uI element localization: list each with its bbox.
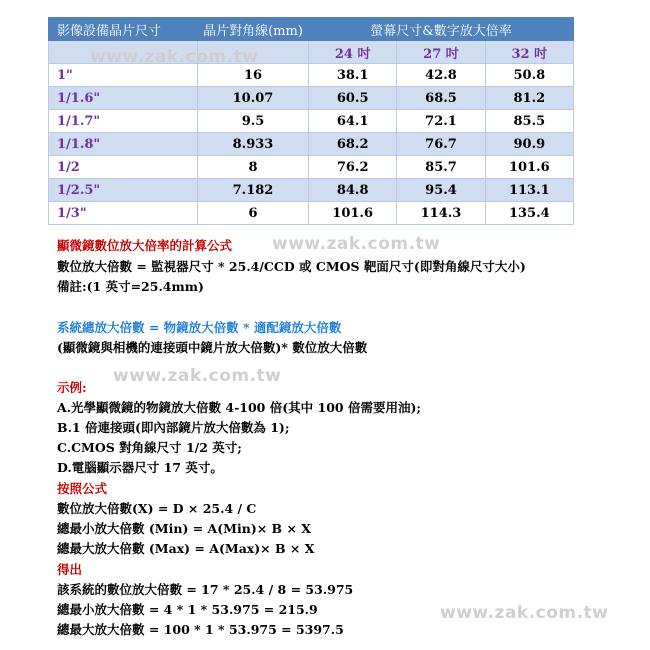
header-chip-diagonal: 晶片對角線(mm) bbox=[198, 18, 309, 41]
row-diagonal: 9.5 bbox=[198, 110, 309, 133]
row-chip-size: 1/2.5" bbox=[49, 179, 198, 202]
table-row bbox=[49, 179, 574, 202]
row-diagonal: 6 bbox=[198, 202, 309, 225]
row-32: 101.6 bbox=[485, 156, 573, 179]
row-32: 113.1 bbox=[485, 179, 573, 202]
row-27: 68.5 bbox=[397, 87, 485, 110]
system-line: (顯微鏡與相機的連接頭中鏡片放大倍數)* 數位放大倍數 bbox=[57, 340, 368, 355]
result-title: 得出 bbox=[57, 562, 83, 577]
row-27: 114.3 bbox=[397, 202, 485, 225]
row-diagonal: 8.933 bbox=[198, 133, 309, 156]
row-chip-size: 1/1.6" bbox=[49, 87, 198, 110]
table-row bbox=[49, 133, 574, 156]
watermark: www.zak.com.tw bbox=[113, 366, 282, 386]
header-screen-magnification: 螢幕尺寸&數字放大倍率 bbox=[309, 18, 574, 41]
example-item: C.CMOS 對角線尺寸 1/2 英寸; bbox=[57, 440, 242, 455]
table-header-row bbox=[49, 18, 574, 41]
apply-line: 總最大放大倍數 (Max) = A(Max)× B × X bbox=[57, 541, 315, 556]
table-row bbox=[49, 110, 574, 133]
row-24: 76.2 bbox=[309, 156, 397, 179]
watermark: www.zak.com.tw bbox=[272, 234, 441, 254]
row-chip-size: 1/1.8" bbox=[49, 133, 198, 156]
watermark: www.zak.com.tw bbox=[90, 47, 259, 67]
note-line: 備註:(1 英寸=25.4mm) bbox=[57, 279, 204, 294]
row-24: 84.8 bbox=[309, 179, 397, 202]
row-chip-size: 1" bbox=[49, 64, 198, 87]
result-line: 總最小放大倍數 = 4 * 1 * 53.975 = 215.9 bbox=[57, 602, 318, 617]
row-32: 50.8 bbox=[485, 64, 573, 87]
row-24: 101.6 bbox=[309, 202, 397, 225]
row-diagonal: 16 bbox=[198, 64, 309, 87]
row-diagonal: 10.07 bbox=[198, 87, 309, 110]
row-32: 81.2 bbox=[485, 87, 573, 110]
row-27: 42.8 bbox=[397, 64, 485, 87]
apply-title: 按照公式 bbox=[57, 481, 108, 496]
formula-title: 顯微鏡數位放大倍率的計算公式 bbox=[57, 238, 233, 253]
row-chip-size: 1/1.7" bbox=[49, 110, 198, 133]
subheader-27-inch: 27 吋 bbox=[397, 41, 485, 64]
example-item: B.1 倍連接頭(即內部鏡片放大倍數為 1); bbox=[57, 420, 290, 435]
subheader-24-inch: 24 吋 bbox=[309, 41, 397, 64]
row-diagonal: 7.182 bbox=[198, 179, 309, 202]
apply-line: 總最小放大倍數 (Min) = A(Min)× B × X bbox=[57, 521, 311, 536]
table-row bbox=[49, 202, 574, 225]
row-chip-size: 1/2 bbox=[49, 156, 198, 179]
row-32: 90.9 bbox=[485, 133, 573, 156]
formula-line: 數位放大倍數 = 監視器尺寸 * 25.4/CCD 或 CMOS 靶面尺寸(即對角線尺寸大小) bbox=[57, 259, 526, 274]
row-27: 95.4 bbox=[397, 179, 485, 202]
apply-line: 數位放大倍數(X) = D × 25.4 / C bbox=[57, 501, 257, 516]
example-item: D.電腦顯示器尺寸 17 英寸。 bbox=[57, 460, 223, 475]
table-row bbox=[49, 156, 574, 179]
row-27: 85.7 bbox=[397, 156, 485, 179]
result-line: 總最大放大倍數 = 100 * 1 * 53.975 = 5397.5 bbox=[57, 622, 344, 637]
row-27: 76.7 bbox=[397, 133, 485, 156]
subheader-32-inch: 32 吋 bbox=[485, 41, 573, 64]
row-diagonal: 8 bbox=[198, 156, 309, 179]
watermark: www.zak.com.tw bbox=[440, 603, 609, 623]
example-title: 示例: bbox=[57, 380, 87, 395]
row-32: 85.5 bbox=[485, 110, 573, 133]
row-24: 60.5 bbox=[309, 87, 397, 110]
system-title: 系統總放大倍數 = 物鏡放大倍數 * 適配鏡放大倍數 bbox=[57, 320, 342, 335]
row-32: 135.4 bbox=[485, 202, 573, 225]
row-24: 38.1 bbox=[309, 64, 397, 87]
row-24: 64.1 bbox=[309, 110, 397, 133]
header-chip-size: 影像設備晶片尺寸 bbox=[49, 18, 198, 41]
row-chip-size: 1/3" bbox=[49, 202, 198, 225]
example-item: A.光學顯微鏡的物鏡放大倍數 4-100 倍(其中 100 倍需要用油); bbox=[57, 400, 421, 415]
row-27: 72.1 bbox=[397, 110, 485, 133]
row-24: 68.2 bbox=[309, 133, 397, 156]
table-row bbox=[49, 87, 574, 110]
result-line: 該系統的數位放大倍數 = 17 * 25.4 / 8 = 53.975 bbox=[57, 582, 354, 597]
